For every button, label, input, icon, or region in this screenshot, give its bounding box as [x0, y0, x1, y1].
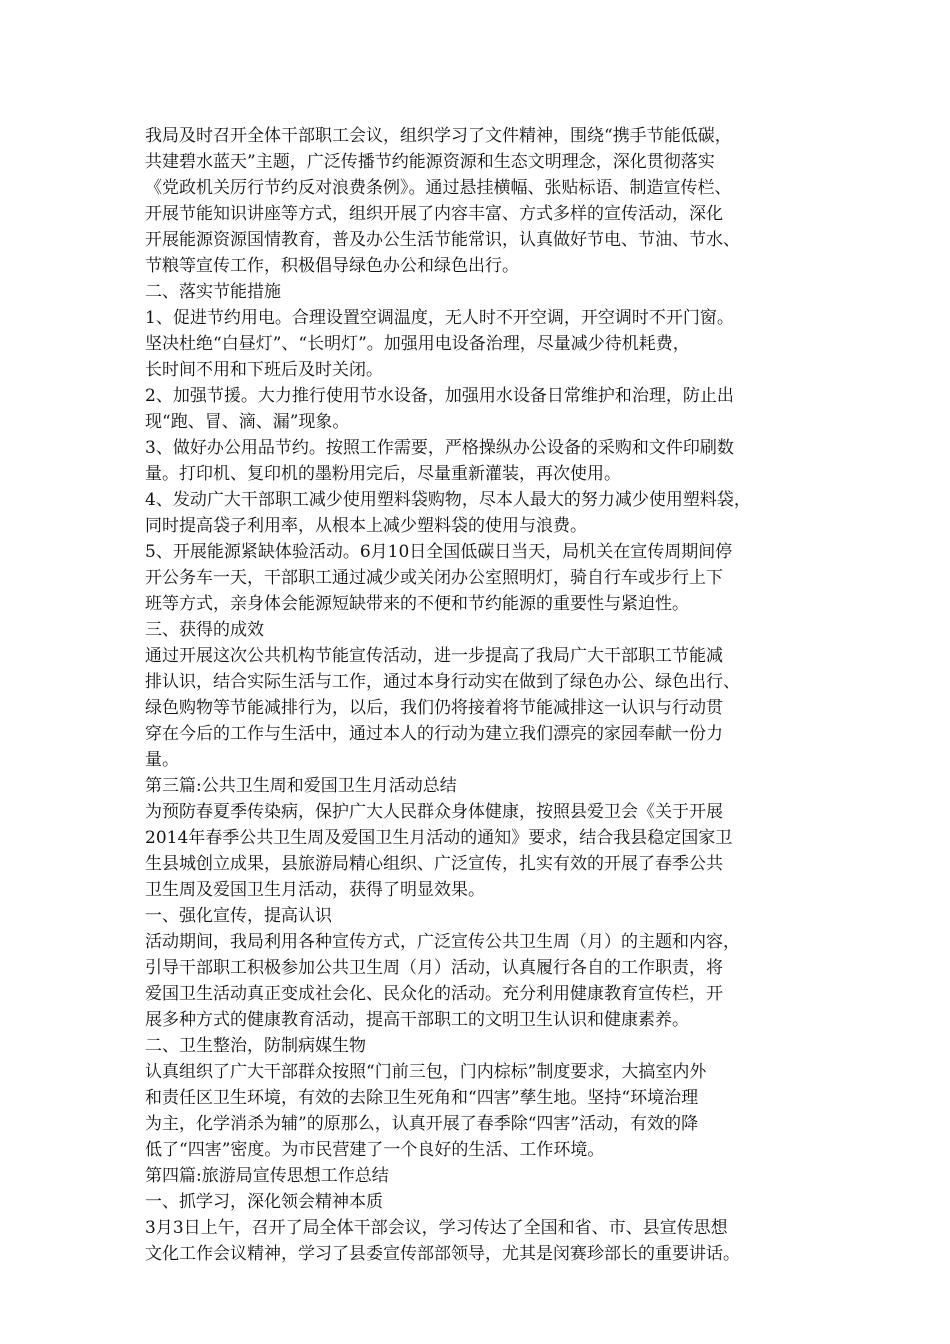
text-line: 5、开展能源紧缺体验活动。6月10日全国低碳日当天，局机关在宣传周期间停: [145, 542, 733, 562]
text-line: 2、加强节援。大力推行使用节水设备，加强用水设备日常维护和治理，防止出: [145, 386, 734, 406]
text-line: 坚决杜绝“白昼灯”、“长明灯”。加强用电设备治理，尽量减少待机耗费，: [145, 334, 690, 354]
text-line: 卫生周及爱国卫生月活动，获得了明显效果。: [145, 880, 485, 900]
text-line: 共建碧水蓝天”主题，广泛传播节约能源资源和生态文明理念，深化贯彻落实: [145, 152, 715, 172]
text-line: 节粮等宣传工作，积极倡导绿色办公和绿色出行。: [145, 256, 519, 276]
text-line: 开公务车一天，干部职工通过减少或关闭办公室照明灯，骑自行车或步行上下: [145, 568, 723, 588]
text-line: 我局及时召开全体干部职工会议，组织学习了文件精神，围绕“携手节能低碳，: [145, 126, 732, 146]
section-heading: 三、获得的成效: [145, 620, 264, 640]
text-line: 为主，化学消杀为辅”的原那么，认真开展了春季除“四害”活动，有效的降: [145, 1114, 699, 1134]
text-line: 班等方式，亲身体会能源短缺带来的不便和节约能源的重要性与紧迫性。: [145, 594, 689, 614]
section-heading: 二、落实节能措施: [145, 282, 281, 302]
text-line: 活动期间，我局利用各种宣传方式，广泛宣传公共卫生周（月）的主题和内容，: [145, 932, 740, 952]
text-line: 展多种方式的健康教育活动，提高干部职工的文明卫生认识和健康素养。: [145, 1010, 689, 1030]
text-line: 认真组织了广大干部群众按照“门前三包，门内棕标”制度要求，大搞室内外: [145, 1062, 707, 1082]
text-line: 4、发动广大干部职工减少使用塑料袋购物，尽本人最大的努力减少使用塑料袋，: [145, 490, 751, 510]
text-line: 绿色购物等节能减排行为，以后，我们仍将接着将节能减排这一认识与行动贯: [145, 698, 723, 718]
text-line: 《党政机关厉行节约反对浪费条例》。通过悬挂横幅、张贴标语、制造宣传栏、: [145, 178, 732, 198]
text-line: 排认识，结合实际生活与工作，通过本身行动实在做到了绿色办公、绿色出行、: [145, 672, 740, 692]
article-title: 第四篇:旅游局宣传思想工作总结: [145, 1166, 389, 1186]
text-line: 文化工作会议精神，学习了县委宣传部部领导，尤其是闵赛珍部长的重要讲话。: [145, 1244, 740, 1264]
text-line: 同时提高袋子利用率，从根本上减少塑料袋的使用与浪费。: [145, 516, 587, 536]
text-line: 2014年春季公共卫生周及爱国卫生月活动的通知》要求，结合我县稳定国家卫: [145, 828, 733, 848]
section-heading: 一、抓学习，深化领会精神本质: [145, 1192, 383, 1212]
text-line: 引导干部职工积极参加公共卫生周（月）活动，认真履行各自的工作职责，将: [145, 958, 723, 978]
text-line: 生县城创立成果，县旅游局精心组织、广泛宣传，扎实有效的开展了春季公共: [145, 854, 723, 874]
article-title: 第三篇:公共卫生周和爱国卫生月活动总结: [145, 776, 457, 796]
text-line: 1、促进节约用电。合理设置空调温度，无人时不开空调，开空调时不开门窗。: [145, 308, 734, 328]
document-body: [145, 123, 815, 1267]
text-line: 开展节能知识讲座等方式，组织开展了内容丰富、方式多样的宣传活动，深化: [145, 204, 723, 224]
text-line: 量。打印机、复印机的墨粉用完后，尽量重新灌装，再次使用。: [145, 464, 621, 484]
text-line: 和责任区卫生环境，有效的去除卫生死角和“四害”孳生地。坚持“环境治理: [145, 1088, 699, 1108]
text-line: 量。: [145, 750, 179, 770]
text-line: 通过开展这次公共机构节能宣传活动，进一步提高了我局广大干部职工节能减: [145, 646, 723, 666]
text-line: 长时间不用和下班后及时关闭。: [145, 360, 383, 380]
text-line: 低了“四害”密度。为市民营建了一个良好的生活、工作环境。: [145, 1140, 605, 1160]
text-line: 穿在今后的工作与生活中，通过本人的行动为建立我们漂亮的家园奉献一份力: [145, 724, 723, 744]
text-line: 爱国卫生活动真正变成社会化、民众化的活动。充分利用健康教育宣传栏，开: [145, 984, 723, 1004]
text-line: 开展能源资源国情教育，普及办公生活节能常识，认真做好节电、节油、节水、: [145, 230, 740, 250]
text-line: 3月3日上午，召开了局全体干部会议，学习传达了全国和省、市、县宣传思想: [145, 1218, 728, 1238]
section-heading: 二、卫生整治，防制病媒生物: [145, 1036, 366, 1056]
text-line: 现“跑、冒、滴、漏”现象。: [145, 412, 350, 432]
text-line: 3、做好办公用品节约。按照工作需要，严格操纵办公设备的采购和文件印刷数: [145, 438, 734, 458]
section-heading: 一、强化宣传，提高认识: [145, 906, 332, 926]
text-line: 为预防春夏季传染病，保护广大人民群众身体健康，按照县爱卫会《关于开展: [145, 802, 723, 822]
